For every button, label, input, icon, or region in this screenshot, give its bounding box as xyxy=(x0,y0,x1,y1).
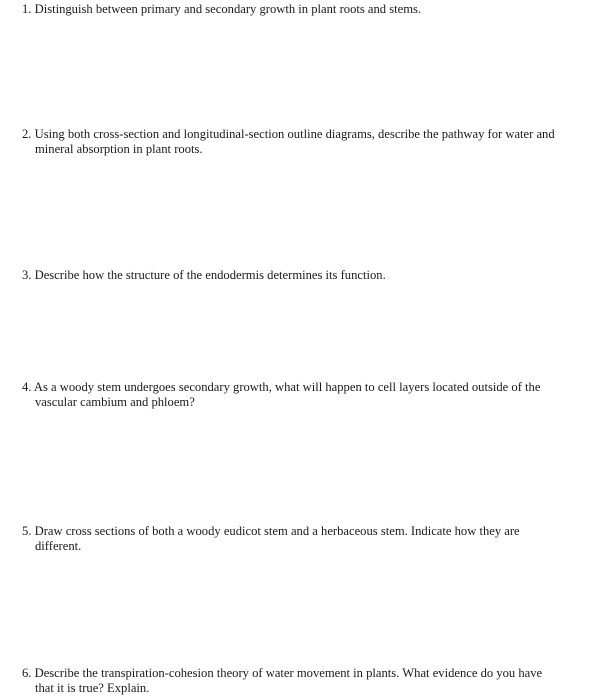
question-2-text: 2. Using both cross-section and longitudinal-section outline diagrams, describe the pathway for water and xyxy=(22,127,555,141)
question-4-text-continued: vascular cambium and phloem? xyxy=(35,395,195,409)
question-5-text-continued: different. xyxy=(35,539,82,553)
question-2-text-continued: mineral absorption in plant roots. xyxy=(35,142,203,156)
question-4-text: 4. As a woody stem undergoes secondary growth, what will happen to cell layers located outside of the xyxy=(22,380,541,394)
question-5-text: 5. Draw cross sections of both a woody eudicot stem and a herbaceous stem. Indicate how they are xyxy=(22,524,520,538)
question-6-text-continued: that it is true? Explain. xyxy=(35,681,150,695)
question-3-text: 3. Describe how the structure of the endodermis determines its function. xyxy=(22,268,386,282)
question-6-text: 6. Describe the transpiration-cohesion theory of water movement in plants. What evidence do you have xyxy=(22,666,543,680)
question-1-text: 1. Distinguish between primary and secondary growth in plant roots and stems. xyxy=(22,2,422,16)
